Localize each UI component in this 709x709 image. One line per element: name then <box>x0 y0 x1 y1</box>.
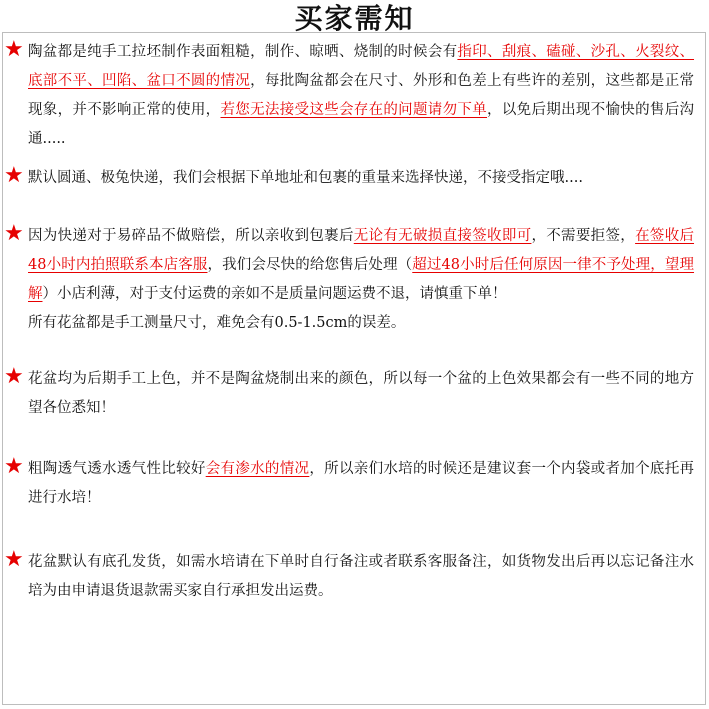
highlight-text: 指印、刮痕、磕碰、沙孔、火裂纹、底部不平、凹陷、盆口不圆的情况 <box>28 44 695 89</box>
notice-text <box>28 365 694 423</box>
notice-segment: 因为快递对于易碎品不做赔偿，所以亲收到包裹后 <box>28 228 354 244</box>
star-icon: ★ <box>4 37 24 62</box>
notice-item-6 <box>4 548 694 606</box>
notice-text <box>28 455 694 513</box>
highlight-text: 超过48小时后任何原因一律不予处理，望理解 <box>28 257 695 302</box>
star-icon: ★ <box>4 547 24 572</box>
star-icon: ★ <box>4 221 24 246</box>
highlight-text: 会有渗水的情况 <box>205 461 310 477</box>
star-icon: ★ <box>4 364 24 389</box>
notice-segment: 默认圆通、极兔快递，我们会根据下单地址和包裹的重量来选择快递，不接受指定哦.... <box>28 170 583 186</box>
notice-item-3 <box>4 222 694 338</box>
notice-segment: 陶盆都是纯手工拉坯制作表面粗糙，制作、晾晒、烧制的时候会有 <box>28 44 458 60</box>
notice-segment: ，不需要拒签， <box>531 228 636 244</box>
notice-segment: 粗陶透气透水透气性比较好 <box>28 461 206 477</box>
highlight-text: 若您无法接受这些会存在的问题请勿下单 <box>220 102 488 118</box>
notice-text <box>28 38 694 154</box>
notice-item-1 <box>4 38 694 154</box>
notice-item-5 <box>4 455 694 513</box>
notice-text <box>28 164 694 193</box>
notice-text <box>28 222 694 338</box>
star-icon: ★ <box>4 163 24 188</box>
notice-segment: 花盆默认有底孔发货，如需水培请在下单时自行备注或者联系客服备注，如货物发出后再以忘记备注水培为由申请退货退款需买家自行承担发出运费。 <box>28 554 694 599</box>
notice-text <box>28 548 694 606</box>
notice-segment: 花盆均为后期手工上色，并不是陶盆烧制出来的颜色，所以每一个盆的上色效果都会有一些不同的地方望各位悉知！ <box>28 371 694 416</box>
notice-segment: ，所以亲们水培的时候还是建议套一个内袋或者加个底托再进行水培！ <box>28 461 695 506</box>
notice-segment: 所有花盆都是手工测量尺寸，难免会有0.5-1.5cm的误差。 <box>28 315 406 331</box>
notice-segment: ，每批陶盆都会在尺寸、外形和色差上有些许的差别，这些都是正常现象，并不影响正常的使用， <box>28 73 695 118</box>
notice-segment: ，我们会尽快的给您售后处理（ <box>207 257 413 273</box>
page-title: 买家需知 <box>294 2 415 35</box>
highlight-text: 无论有无破损直接签收即可 <box>353 228 532 244</box>
notice-segment: ，以免后期出现不愉快的售后沟通..... <box>28 102 695 147</box>
highlight-text: 在签收后48小时内拍照联系本店客服 <box>28 228 695 273</box>
notice-item-2 <box>4 164 694 193</box>
notice-segment: ）小店利薄，对于支付运费的亲如不是质量问题运费不退，请慎重下单！ <box>42 286 507 302</box>
star-icon: ★ <box>4 454 24 479</box>
notice-item-4 <box>4 365 694 423</box>
